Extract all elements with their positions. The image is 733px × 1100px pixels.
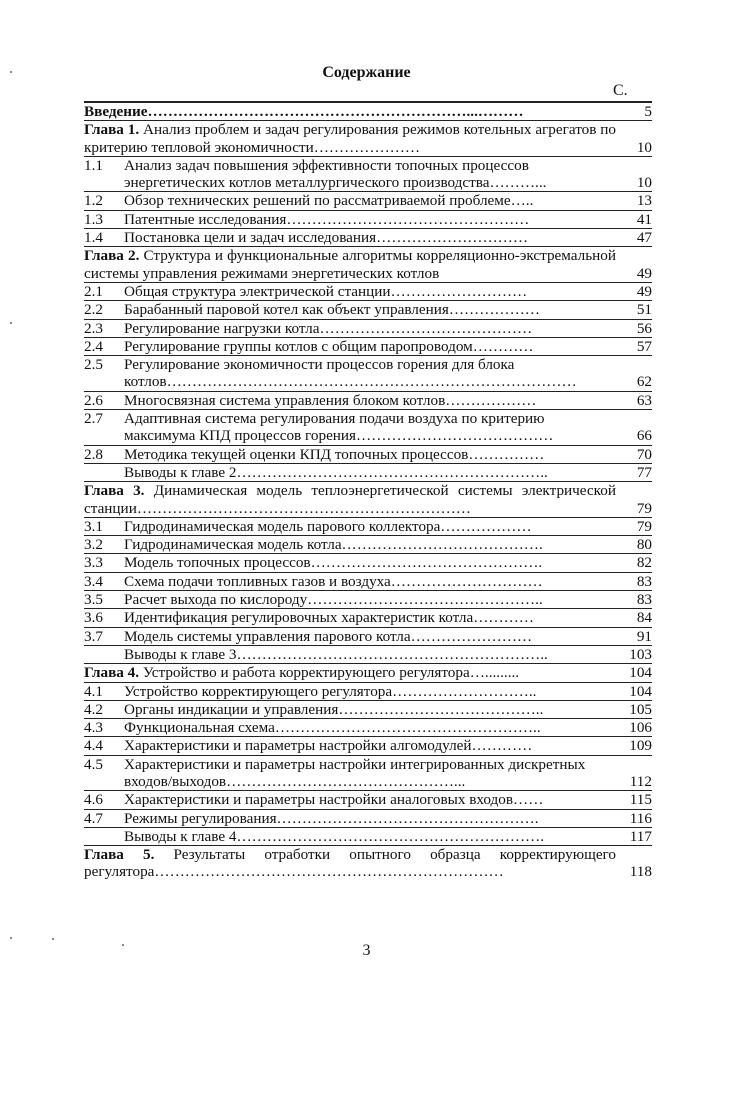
toc-page-number: 84 bbox=[636, 609, 652, 627]
toc-entry-text bbox=[84, 247, 616, 282]
toc-page-number: 77 bbox=[636, 463, 652, 481]
toc-entry-number: 3.4 bbox=[84, 572, 103, 590]
toc-entry-number: 2.1 bbox=[84, 282, 103, 300]
toc-page-number: 80 bbox=[636, 536, 652, 554]
toc-entry-text bbox=[124, 683, 616, 700]
toc-entry-text: Введение………………………………………………………...……… bbox=[84, 103, 524, 120]
page-column-label: С. bbox=[613, 82, 628, 99]
toc-entry-title: Обзор технических решений по рассматриваемой проблеме….. bbox=[124, 192, 534, 210]
toc-chapter bbox=[84, 481, 652, 517]
toc-page-number: 82 bbox=[636, 554, 652, 572]
toc-chapter-label: Глава 5. bbox=[84, 846, 155, 864]
toc-page-number: 79 bbox=[636, 499, 652, 517]
toc-entry-number: 2.5 bbox=[84, 356, 103, 374]
toc-entry-title: Характеристики и параметры настройки интегрированных дискретных входов/выходов………………………………………... bbox=[124, 755, 586, 790]
toc-chapter bbox=[84, 120, 652, 156]
toc-entry-text bbox=[124, 283, 616, 300]
toc-page-number: 70 bbox=[636, 445, 652, 463]
page-number: 3 bbox=[362, 942, 371, 959]
toc-entry-title: Устройство корректирующего регулятора……………………….. bbox=[124, 682, 537, 700]
toc-chapter-label: Глава 3. bbox=[84, 482, 145, 500]
toc-entry-text bbox=[124, 356, 616, 391]
toc-page-number: 13 bbox=[636, 192, 652, 210]
toc-entry-title: Гидродинамическая модель котла…………………………………. bbox=[124, 536, 543, 554]
toc-entry-text bbox=[124, 157, 616, 192]
toc-entry-4.1 bbox=[84, 682, 652, 700]
toc-page-number: 10 bbox=[636, 174, 652, 192]
toc-entry-1.4 bbox=[84, 228, 652, 246]
toc-entry-text bbox=[124, 320, 616, 337]
toc-entry-title: Регулирование экономичности процессов горения для блока котлов……………………………………………………………………… bbox=[124, 356, 577, 391]
toc-page-number: 63 bbox=[636, 391, 652, 409]
toc-entry-title: Регулирование нагрузки котла…………………………………… bbox=[124, 319, 533, 337]
toc-entry-number: 1.1 bbox=[84, 156, 103, 174]
toc-entry-title: Выводы к главе 4……………………………………………………. bbox=[124, 827, 544, 845]
toc-entry-text bbox=[124, 518, 616, 535]
toc-entry-text bbox=[124, 554, 616, 571]
toc-entry-3.7 bbox=[84, 627, 652, 645]
toc-entry-number: 3.3 bbox=[84, 554, 103, 572]
toc-entry-number: 1.4 bbox=[84, 229, 103, 247]
toc-entry-title: Результаты отработки опытного образца корректирующего регулятора…………………………………………………………… bbox=[84, 846, 617, 881]
toc-page-number: 79 bbox=[636, 517, 652, 535]
toc-page-number: 115 bbox=[629, 791, 652, 809]
toc-entry-4.4 bbox=[84, 736, 652, 754]
toc-entry-title: Регулирование группы котлов с общим паропроводом………… bbox=[124, 337, 534, 355]
toc-entry-1.1 bbox=[84, 156, 652, 192]
toc-entry-3.1 bbox=[84, 517, 652, 535]
toc-page-number: 83 bbox=[636, 572, 652, 590]
toc-entry-number: 2.3 bbox=[84, 319, 103, 337]
toc-chapter bbox=[84, 246, 652, 282]
toc-entry-number: 2.7 bbox=[84, 410, 103, 428]
toc-entry-1.3 bbox=[84, 210, 652, 228]
toc-page-number: 105 bbox=[629, 700, 652, 718]
toc-entry-text bbox=[124, 719, 616, 736]
toc-chapter-label: Глава 2. bbox=[84, 247, 140, 265]
toc-entry bbox=[84, 463, 652, 481]
toc-entry-4.6 bbox=[84, 790, 652, 808]
toc-entry bbox=[84, 645, 652, 663]
toc-entry-text bbox=[124, 810, 616, 827]
toc-entry-3.2 bbox=[84, 535, 652, 553]
toc-entry-text bbox=[124, 591, 616, 608]
toc-entry-number: 1.2 bbox=[84, 192, 103, 210]
scan-speck bbox=[10, 71, 12, 73]
toc-page-number: 106 bbox=[629, 719, 652, 737]
scan-speck bbox=[10, 322, 12, 324]
scan-speck bbox=[52, 938, 54, 940]
toc-entry-number: 3.6 bbox=[84, 609, 103, 627]
toc-entry-title: Динамическая модель теплоэнергетической системы электрической станции………………………………………………………… bbox=[84, 482, 616, 517]
toc-page-number: 117 bbox=[629, 827, 652, 845]
toc-entry-text bbox=[124, 338, 616, 355]
page-title: Содержание bbox=[322, 64, 411, 81]
toc-chapter-label: Глава 1. bbox=[84, 121, 140, 139]
toc-page-number: 109 bbox=[629, 737, 652, 755]
toc-entry-number: 3.7 bbox=[84, 627, 103, 645]
toc-entry-title: Выводы к главе 2…………………………………………………….. bbox=[124, 463, 548, 481]
toc-entry-number: 4.4 bbox=[84, 737, 103, 755]
toc-entry-title: Выводы к главе 3…………………………………………………….. bbox=[124, 645, 548, 663]
toc-entry-title: Анализ проблем и задач регулирования режимов котельных агрегатов по критерию тепловой экономичности………………… bbox=[84, 121, 617, 156]
toc-page-number: 83 bbox=[636, 591, 652, 609]
toc-entry-title: Характеристики и параметры настройки алгомодулей………… bbox=[124, 737, 533, 755]
toc-entry-3.4 bbox=[84, 572, 652, 590]
toc-entry-2.8 bbox=[84, 445, 652, 463]
toc-chapter-label: Глава 4. bbox=[84, 664, 140, 682]
scan-speck bbox=[122, 944, 124, 946]
toc-entry-number: 3.5 bbox=[84, 591, 103, 609]
toc-page-number: 116 bbox=[629, 809, 652, 827]
toc-entry-text bbox=[124, 410, 616, 445]
toc-entry-text bbox=[84, 482, 616, 517]
table-of-contents bbox=[84, 101, 652, 881]
toc-page-number: 41 bbox=[636, 210, 652, 228]
toc-entry-text bbox=[84, 103, 616, 120]
toc-entry-2.1 bbox=[84, 282, 652, 300]
toc-entry-3.5 bbox=[84, 590, 652, 608]
toc-page-number: 104 bbox=[629, 664, 652, 682]
toc-entry-text bbox=[124, 737, 616, 754]
toc-entry-title: Характеристики и параметры настройки аналоговых входов…… bbox=[124, 791, 544, 809]
toc-entry-text bbox=[124, 301, 616, 318]
toc-entry-text bbox=[124, 392, 616, 409]
toc-entry-title: Устройство и работа корректирующего регулятора…......... bbox=[139, 664, 520, 682]
toc-entry-text bbox=[84, 121, 616, 156]
toc-entry-number: 2.4 bbox=[84, 337, 103, 355]
toc-entry-text bbox=[124, 446, 616, 463]
toc-page-number: 49 bbox=[636, 264, 652, 282]
toc-entry-text bbox=[124, 211, 616, 228]
toc-entry-text bbox=[124, 229, 616, 246]
toc-entry-text bbox=[84, 846, 616, 881]
toc-entry-title: Многосвязная система управления блоком котлов……………… bbox=[124, 391, 537, 409]
toc-entry-text bbox=[124, 536, 616, 553]
toc-entry-2.5 bbox=[84, 355, 652, 391]
toc-entry-title: Органы индикации и управления………………………………….. bbox=[124, 700, 544, 718]
toc-entry-4.3 bbox=[84, 718, 652, 736]
toc-entry-2.7 bbox=[84, 409, 652, 445]
toc-entry bbox=[84, 827, 652, 845]
toc-entry-text bbox=[124, 646, 616, 663]
toc-entry-3.6 bbox=[84, 608, 652, 626]
toc-entry-2.6 bbox=[84, 391, 652, 409]
toc-entry-title: Общая структура электрической станции……………………… bbox=[124, 282, 528, 300]
toc-entry-title: Режимы регулирования……………………………………………. bbox=[124, 809, 539, 827]
toc-entry-number: 1.3 bbox=[84, 210, 103, 228]
toc-entry-title: Функциональная схема…………………………………………….. bbox=[124, 719, 541, 737]
toc-entry-number: 2.2 bbox=[84, 301, 103, 319]
toc-entry-title: Идентификация регулировочных характеристик котла………… bbox=[124, 609, 534, 627]
toc-entry-number: 4.3 bbox=[84, 719, 103, 737]
toc-entry-4.5 bbox=[84, 755, 652, 791]
toc-page-number: 49 bbox=[636, 282, 652, 300]
toc-entry-text bbox=[124, 756, 616, 791]
toc-entry-title: Схема подачи топливных газов и воздуха………………………… bbox=[124, 572, 543, 590]
toc-entry-number: 3.1 bbox=[84, 517, 103, 535]
toc-page-number: 104 bbox=[629, 682, 652, 700]
toc-entry-title: Патентные исследования………………………………………… bbox=[124, 210, 530, 228]
toc-entry-text bbox=[124, 192, 616, 209]
toc-page-number: 91 bbox=[636, 627, 652, 645]
toc-page-number: 66 bbox=[636, 427, 652, 445]
toc-chapter bbox=[84, 663, 652, 681]
toc-entry-number: 4.2 bbox=[84, 700, 103, 718]
toc-page-number: 10 bbox=[636, 138, 652, 156]
toc-entry-text bbox=[124, 701, 616, 718]
toc-page-number: 118 bbox=[629, 863, 652, 881]
toc-page-number: 47 bbox=[636, 229, 652, 247]
toc-entry-title: Структура и функциональные алгоритмы корреляционно-экстремальной системы управления режимами энергетических котлов bbox=[84, 247, 617, 282]
toc-entry-text bbox=[124, 609, 616, 626]
toc-chapter bbox=[84, 101, 652, 120]
toc-entry-number: 2.8 bbox=[84, 445, 103, 463]
toc-entry-1.2 bbox=[84, 191, 652, 209]
toc-entry-title: Гидродинамическая модель парового коллектора……………… bbox=[124, 517, 532, 535]
toc-entry-number: 4.5 bbox=[84, 755, 103, 773]
toc-entry-text bbox=[124, 791, 616, 808]
toc-entry-number: 4.7 bbox=[84, 809, 103, 827]
toc-page-number: 5 bbox=[644, 103, 652, 120]
toc-entry-title: Методика текущей оценки КПД топочных процессов…………… bbox=[124, 445, 545, 463]
toc-entry-4.7 bbox=[84, 809, 652, 827]
toc-entry-title: Адаптивная система регулирования подачи воздуха по критерию максимума КПД процессов горения………………………………… bbox=[124, 410, 554, 445]
toc-entry-4.2 bbox=[84, 700, 652, 718]
toc-entry-number: 4.6 bbox=[84, 791, 103, 809]
toc-entry-text bbox=[124, 828, 616, 845]
toc-entry-title: Модель системы управления парового котла…………………… bbox=[124, 627, 533, 645]
toc-entry-3.3 bbox=[84, 553, 652, 571]
toc-page-number: 103 bbox=[629, 645, 652, 663]
toc-page-number: 112 bbox=[629, 772, 652, 790]
toc-entry-2.3 bbox=[84, 319, 652, 337]
toc-entry-title: Анализ задач повышения эффективности топочных процессов энергетических котлов металлургического производства………... bbox=[124, 156, 547, 192]
toc-entry-text bbox=[124, 464, 616, 481]
toc-page-number: 62 bbox=[636, 373, 652, 391]
toc-chapter bbox=[84, 845, 652, 881]
toc-page-number: 51 bbox=[636, 301, 652, 319]
toc-entry-number: 4.1 bbox=[84, 682, 103, 700]
toc-entry-2.2 bbox=[84, 300, 652, 318]
scan-speck bbox=[10, 937, 12, 939]
toc-entry-number: 3.2 bbox=[84, 536, 103, 554]
toc-entry-title: Барабанный паровой котел как объект управления……………… bbox=[124, 301, 540, 319]
toc-entry-text bbox=[124, 573, 616, 590]
toc-page-number: 57 bbox=[636, 337, 652, 355]
toc-entry-title: Расчет выхода по кислороду……………………………………….. bbox=[124, 591, 543, 609]
toc-entry-title: Модель топочных процессов………………………………………. bbox=[124, 554, 543, 572]
toc-entry-2.4 bbox=[84, 337, 652, 355]
toc-entry-title: Постановка цели и задач исследования………………………… bbox=[124, 229, 529, 247]
toc-page-number: 56 bbox=[636, 319, 652, 337]
toc-entry-text bbox=[124, 628, 616, 645]
toc-entry-number: 2.6 bbox=[84, 391, 103, 409]
toc-entry-text bbox=[84, 664, 616, 681]
